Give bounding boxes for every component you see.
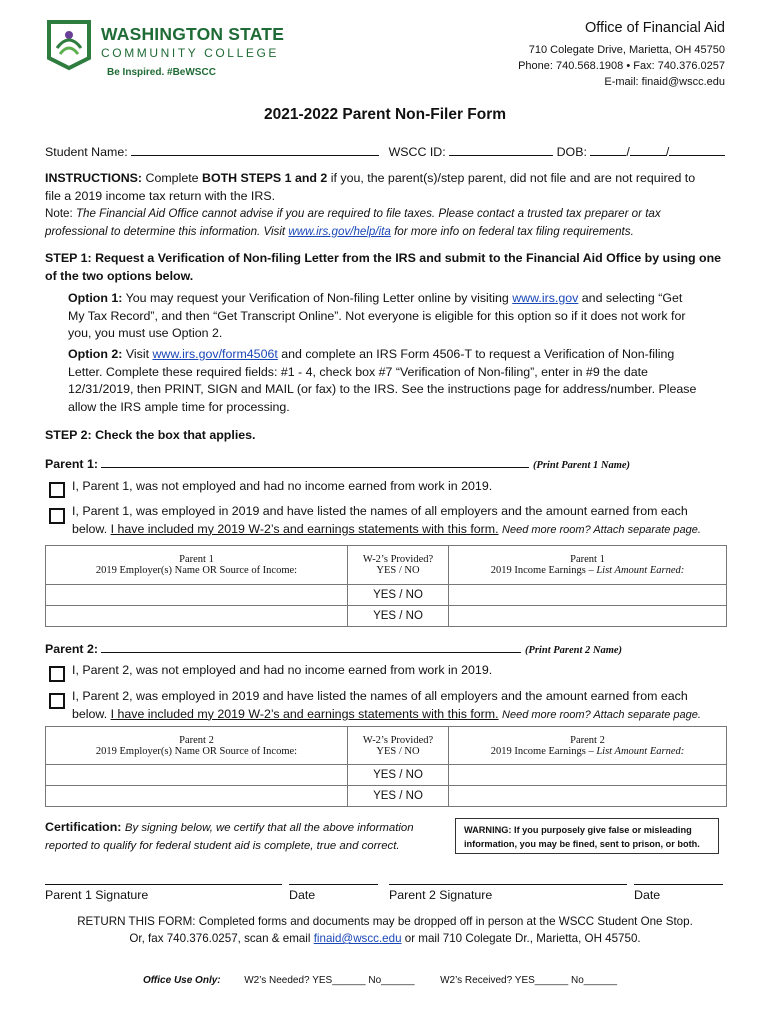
step1-text: Request a Verification of Non-filing Letter from the IRS and submit to the Financial Aid Office by using one bbox=[95, 251, 722, 265]
irs-form4506t-link[interactable]: www.irs.gov/form4506t bbox=[152, 347, 278, 361]
w2-cell[interactable]: YES / NO bbox=[348, 765, 449, 786]
instructions-label: INSTRUCTIONS: bbox=[45, 171, 143, 185]
logo-line1: WASHINGTON STATE bbox=[101, 24, 285, 44]
earnings-cell[interactable] bbox=[449, 765, 727, 786]
option2-text: allow the IRS ample time for processing. bbox=[68, 399, 290, 414]
table-row bbox=[46, 606, 727, 627]
parent2-employed-text bbox=[72, 688, 742, 724]
instructions-text: if you, the parent(s)/step parent, did not file and are not required to bbox=[330, 171, 696, 185]
parent2-name-field[interactable] bbox=[101, 652, 521, 653]
instructions-steps: BOTH STEPS 1 and 2 bbox=[202, 171, 328, 185]
parent2-name-line bbox=[45, 642, 622, 656]
parent2-label: Parent 2: bbox=[45, 642, 99, 656]
return-instructions bbox=[0, 913, 770, 947]
option1-text: You may request your Verification of Non-filing Letter online by visiting bbox=[125, 291, 509, 305]
certification-label: Certification: bbox=[45, 820, 122, 834]
note-label: Note: bbox=[45, 207, 73, 220]
step1-label: STEP 1: bbox=[45, 251, 92, 265]
parent1-employer-table bbox=[45, 545, 727, 627]
warning-box bbox=[455, 818, 719, 854]
w2-cell[interactable]: YES / NO bbox=[348, 786, 449, 807]
irs-link[interactable]: www.irs.gov bbox=[512, 291, 579, 305]
table-row bbox=[46, 786, 727, 807]
dob-day-field[interactable] bbox=[630, 155, 666, 156]
earnings-cell[interactable] bbox=[449, 606, 727, 627]
parent1-name-field[interactable] bbox=[101, 467, 529, 468]
parent2-employed-line: below. bbox=[72, 706, 108, 721]
option2-text: and complete an IRS Form 4506-T to request a Verification of Non-filing bbox=[281, 347, 675, 361]
table-header-row bbox=[46, 727, 727, 765]
logo-tagline: Be Inspired. #BeWSCC bbox=[107, 67, 216, 78]
option1-text: and selecting “Get bbox=[581, 291, 683, 305]
option2-text: 12/31/2019, then PRINT, SIGN and MAIL (or fax) to the IRS. See the instructions page for address/number. Please bbox=[68, 382, 697, 396]
w2-column-header: W-2’s Provided? YES / NO bbox=[348, 727, 449, 765]
employer-cell[interactable] bbox=[46, 765, 348, 786]
step2-label: STEP 2: bbox=[45, 428, 92, 442]
note-text: for more info on federal tax filing requirements. bbox=[394, 224, 634, 238]
w2-received-yes[interactable]: YES______ bbox=[514, 975, 569, 986]
w2-received-no[interactable]: No______ bbox=[570, 975, 618, 986]
employer-cell[interactable] bbox=[46, 585, 348, 606]
option2-label: Option 2: bbox=[68, 347, 123, 361]
parent1-employed-line: I, Parent 1, was employed in 2019 and have listed the names of all employers and the amount earned from each bbox=[72, 504, 688, 518]
step1-text: of the two options below. bbox=[45, 268, 194, 283]
table-row bbox=[46, 765, 727, 786]
parent2-w2-statement: I have included my 2019 W-2’s and earnings statements with this form. bbox=[110, 706, 499, 721]
date1-label: Date bbox=[289, 888, 316, 902]
w2-needed-yes[interactable]: YES______ bbox=[312, 975, 366, 986]
option1-text: you, you must use Option 2. bbox=[68, 326, 223, 340]
parent1-name-line bbox=[45, 457, 630, 471]
certification bbox=[45, 819, 445, 855]
office-use-row bbox=[143, 975, 617, 986]
employer-column-header: Parent 2 2019 Employer(s) Name OR Source of Income: bbox=[46, 727, 348, 765]
logo-line2: COMMUNITY COLLEGE bbox=[101, 46, 279, 60]
option1-text: My Tax Record”, and then “Get Transcript Online”. Not everyone is eligible for this option so if it does not work for bbox=[68, 308, 686, 323]
w2-cell[interactable]: YES / NO bbox=[348, 585, 449, 606]
college-logo bbox=[45, 18, 295, 82]
date2-label: Date bbox=[634, 888, 661, 902]
earnings-column-header: Parent 1 2019 Income Earnings – List Amount Earned: bbox=[449, 546, 727, 585]
parent2-employer-table bbox=[45, 726, 727, 807]
w2-received-label: W2’s Received? bbox=[440, 975, 513, 986]
office-email: E-mail: finaid@wscc.edu bbox=[604, 76, 725, 88]
office-address: 710 Colegate Drive, Marietta, OH 45750 bbox=[528, 44, 725, 56]
dob-year-field[interactable] bbox=[669, 155, 725, 156]
employer-column-header: Parent 1 2019 Employer(s) Name OR Source of Income: bbox=[46, 546, 348, 585]
earnings-cell[interactable] bbox=[449, 585, 727, 606]
parent1-signature-label: Parent 1 Signature bbox=[45, 888, 149, 902]
parent2-more-room: Need more room? Attach separate page. bbox=[502, 708, 701, 721]
option1 bbox=[68, 290, 738, 343]
student-name-label: Student Name: bbox=[45, 145, 128, 159]
wscc-id-field[interactable] bbox=[449, 155, 553, 156]
dob-separator: / bbox=[626, 145, 630, 159]
dob-month-field[interactable] bbox=[590, 155, 626, 156]
note-text: The Financial Aid Office cannot advise if you are required to file taxes. Please contact a trusted tax preparer or tax bbox=[75, 207, 661, 220]
wscc-id-label: WSCC ID: bbox=[388, 145, 446, 159]
parent1-employed-checkbox[interactable] bbox=[49, 508, 65, 524]
w2-cell[interactable]: YES / NO bbox=[348, 606, 449, 627]
employer-cell[interactable] bbox=[46, 786, 348, 807]
instructions-text: Complete bbox=[145, 171, 199, 185]
irs-ita-link[interactable]: www.irs.gov/help/ita bbox=[288, 224, 391, 238]
date2-line[interactable] bbox=[634, 884, 723, 885]
parent1-print-name: (Print Parent 1 Name) bbox=[532, 460, 631, 471]
dob-separator: / bbox=[665, 145, 670, 159]
dob-label: DOB: bbox=[556, 145, 587, 159]
date1-line[interactable] bbox=[289, 884, 378, 885]
office-phone: Phone: 740.568.1908 • Fax: 740.376.0257 bbox=[518, 60, 725, 72]
table-row bbox=[46, 585, 727, 606]
parent1-not-employed-checkbox[interactable] bbox=[49, 482, 65, 498]
parent1-signature-line[interactable] bbox=[45, 884, 282, 885]
option2-text: Visit bbox=[125, 347, 150, 361]
parent2-not-employed-checkbox[interactable] bbox=[49, 666, 65, 682]
parent1-more-room: Need more room? Attach separate page. bbox=[502, 523, 701, 536]
w2-column-header: W-2’s Provided? YES / NO bbox=[348, 546, 449, 585]
warning-text: information, you may be fined, sent to prison, or both. bbox=[464, 839, 700, 849]
earnings-cell[interactable] bbox=[449, 786, 727, 807]
option2-text: Letter. Complete these required fields: #1 - 4, check box #7 “Verification of Non-filing”, enter in #9 the date bbox=[68, 364, 648, 379]
option2 bbox=[68, 346, 738, 416]
logo-emblem-icon bbox=[45, 18, 93, 72]
warning-text: WARNING: If you purposely give false or misleading bbox=[464, 825, 692, 835]
parent1-employed-line: below. bbox=[72, 521, 108, 536]
office-use-label: Office Use Only: bbox=[143, 975, 221, 986]
step2-text: Check the box that applies. bbox=[95, 428, 256, 442]
certification-text: By signing below, we certify that all the above information bbox=[124, 822, 414, 834]
parent1-w2-statement: I have included my 2019 W-2’s and earnings statements with this form. bbox=[110, 521, 499, 536]
employer-cell[interactable] bbox=[46, 606, 348, 627]
instructions bbox=[45, 170, 735, 240]
return-text: RETURN THIS FORM: Completed forms and documents may be dropped off in person at the WSCC Student One Stop. bbox=[77, 915, 693, 928]
earnings-column-header: Parent 2 2019 Income Earnings – List Amount Earned: bbox=[449, 727, 727, 765]
office-name: Office of Financial Aid bbox=[585, 20, 725, 36]
student-name-field[interactable] bbox=[131, 155, 379, 156]
parent2-print-name: (Print Parent 2 Name) bbox=[524, 645, 623, 656]
step1-section bbox=[45, 250, 735, 285]
parent1-not-employed-text: I, Parent 1, was not employed and had no income earned from work in 2019. bbox=[72, 479, 493, 493]
return-text: or mail 710 Colegate Dr., Marietta, OH 45750. bbox=[404, 932, 641, 945]
parent2-signature-line[interactable] bbox=[389, 884, 627, 885]
w2-needed-label: W2’s Needed? bbox=[244, 975, 310, 986]
table-header-row bbox=[46, 546, 727, 585]
return-email-link[interactable]: finaid@wscc.edu bbox=[313, 932, 402, 945]
parent2-signature-label: Parent 2 Signature bbox=[389, 888, 493, 902]
parent2-not-employed-text: I, Parent 2, was not employed and had no income earned from work in 2019. bbox=[72, 663, 493, 677]
parent1-label: Parent 1: bbox=[45, 457, 99, 471]
office-contact bbox=[518, 20, 725, 90]
parent2-employed-checkbox[interactable] bbox=[49, 693, 65, 709]
w2-needed-no[interactable]: No______ bbox=[368, 975, 415, 986]
parent1-employed-text bbox=[72, 503, 742, 539]
parent2-employed-line: I, Parent 2, was employed in 2019 and have listed the names of all employers and the amount earned from each bbox=[72, 689, 688, 703]
return-text: Or, fax 740.376.0257, scan & email bbox=[129, 932, 311, 945]
step2-heading bbox=[45, 428, 256, 442]
page-title: 2021-2022 Parent Non-Filer Form bbox=[263, 106, 507, 123]
student-info-line bbox=[45, 145, 725, 159]
certification-text: reported to qualify for federal student aid is complete, true and correct. bbox=[45, 839, 400, 852]
instructions-text: file a 2019 income tax return with the IRS. bbox=[45, 188, 276, 203]
option1-label: Option 1: bbox=[68, 291, 123, 305]
note-text: professional to determine this information. Visit bbox=[45, 224, 286, 238]
